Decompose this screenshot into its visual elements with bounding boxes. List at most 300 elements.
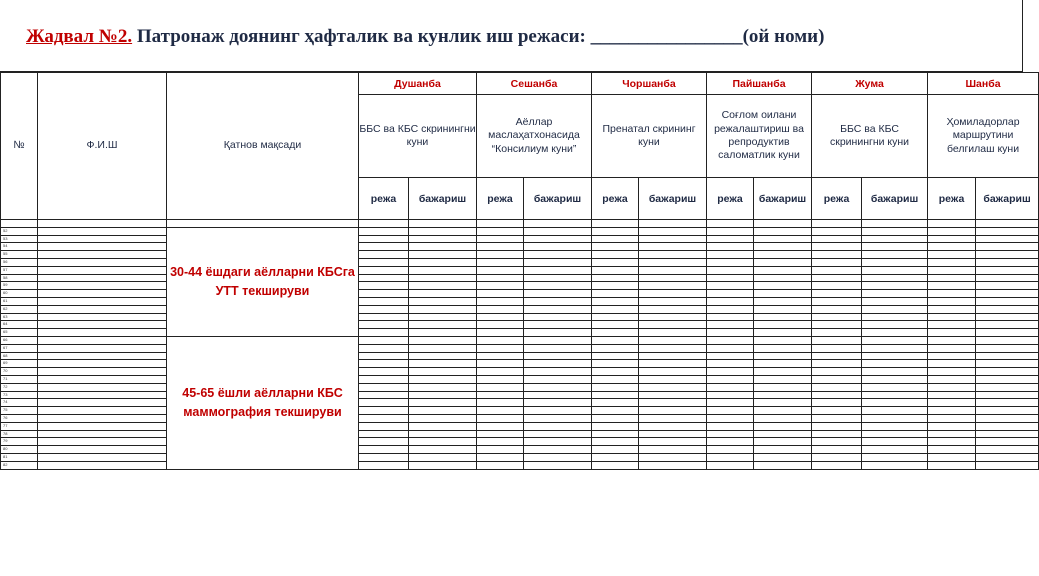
done-cell[interactable]: [862, 290, 928, 298]
plan-cell[interactable]: [592, 446, 639, 454]
done-cell[interactable]: [976, 297, 1039, 305]
plan-cell[interactable]: [592, 438, 639, 446]
done-cell[interactable]: [862, 258, 928, 266]
done-cell[interactable]: [524, 453, 592, 461]
plan-cell[interactable]: [477, 461, 524, 469]
plan-cell[interactable]: [812, 227, 862, 235]
plan-cell[interactable]: [812, 414, 862, 422]
done-cell[interactable]: [639, 375, 707, 383]
plan-cell[interactable]: [928, 251, 976, 259]
done-cell[interactable]: [976, 329, 1039, 337]
plan-cell[interactable]: [928, 399, 976, 407]
done-cell[interactable]: [862, 438, 928, 446]
plan-cell[interactable]: [359, 329, 409, 337]
fio-cell[interactable]: [38, 352, 167, 360]
done-cell[interactable]: [862, 391, 928, 399]
done-cell[interactable]: [862, 297, 928, 305]
plan-cell[interactable]: [477, 297, 524, 305]
fio-cell[interactable]: [38, 438, 167, 446]
plan-cell[interactable]: [928, 461, 976, 469]
done-cell[interactable]: [524, 422, 592, 430]
done-cell[interactable]: [754, 375, 812, 383]
plan-cell[interactable]: [812, 368, 862, 376]
done-cell[interactable]: [754, 430, 812, 438]
done-cell[interactable]: [976, 321, 1039, 329]
fio-cell[interactable]: [38, 321, 167, 329]
plan-cell[interactable]: [477, 422, 524, 430]
done-cell[interactable]: [754, 360, 812, 368]
done-cell[interactable]: [862, 446, 928, 454]
plan-cell[interactable]: [707, 313, 754, 321]
plan-cell[interactable]: [359, 305, 409, 313]
plan-cell[interactable]: [477, 282, 524, 290]
plan-cell[interactable]: [812, 360, 862, 368]
plan-cell[interactable]: [928, 321, 976, 329]
done-cell[interactable]: [754, 344, 812, 352]
done-cell[interactable]: [409, 227, 477, 235]
fio-cell[interactable]: [38, 220, 167, 228]
plan-cell[interactable]: [812, 352, 862, 360]
plan-cell[interactable]: [592, 360, 639, 368]
done-cell[interactable]: [409, 344, 477, 352]
plan-cell[interactable]: [477, 414, 524, 422]
done-cell[interactable]: [409, 243, 477, 251]
done-cell[interactable]: [754, 352, 812, 360]
plan-cell[interactable]: [592, 407, 639, 415]
done-cell[interactable]: [976, 344, 1039, 352]
plan-cell[interactable]: [707, 329, 754, 337]
plan-cell[interactable]: [359, 399, 409, 407]
done-cell[interactable]: [754, 446, 812, 454]
plan-cell[interactable]: [477, 290, 524, 298]
done-cell[interactable]: [639, 422, 707, 430]
plan-cell[interactable]: [592, 258, 639, 266]
done-cell[interactable]: [524, 375, 592, 383]
plan-cell[interactable]: [707, 430, 754, 438]
done-cell[interactable]: [862, 453, 928, 461]
plan-cell[interactable]: [707, 414, 754, 422]
fio-cell[interactable]: [38, 274, 167, 282]
done-cell[interactable]: [639, 235, 707, 243]
done-cell[interactable]: [754, 274, 812, 282]
done-cell[interactable]: [409, 368, 477, 376]
plan-cell[interactable]: [359, 227, 409, 235]
done-cell[interactable]: [754, 290, 812, 298]
plan-cell[interactable]: [928, 352, 976, 360]
done-cell[interactable]: [862, 282, 928, 290]
done-cell[interactable]: [524, 266, 592, 274]
done-cell[interactable]: [524, 220, 592, 228]
done-cell[interactable]: [976, 399, 1039, 407]
done-cell[interactable]: [639, 258, 707, 266]
done-cell[interactable]: [524, 235, 592, 243]
plan-cell[interactable]: [592, 290, 639, 298]
plan-cell[interactable]: [928, 227, 976, 235]
done-cell[interactable]: [976, 290, 1039, 298]
plan-cell[interactable]: [359, 220, 409, 228]
done-cell[interactable]: [524, 407, 592, 415]
done-cell[interactable]: [976, 235, 1039, 243]
plan-cell[interactable]: [359, 407, 409, 415]
plan-cell[interactable]: [928, 383, 976, 391]
done-cell[interactable]: [409, 251, 477, 259]
done-cell[interactable]: [409, 430, 477, 438]
plan-cell[interactable]: [928, 282, 976, 290]
plan-cell[interactable]: [477, 383, 524, 391]
plan-cell[interactable]: [812, 336, 862, 344]
plan-cell[interactable]: [359, 453, 409, 461]
fio-cell[interactable]: [38, 336, 167, 344]
plan-cell[interactable]: [359, 414, 409, 422]
plan-cell[interactable]: [359, 336, 409, 344]
done-cell[interactable]: [976, 274, 1039, 282]
done-cell[interactable]: [639, 305, 707, 313]
plan-cell[interactable]: [928, 446, 976, 454]
done-cell[interactable]: [409, 453, 477, 461]
plan-cell[interactable]: [592, 375, 639, 383]
done-cell[interactable]: [639, 399, 707, 407]
plan-cell[interactable]: [707, 290, 754, 298]
done-cell[interactable]: [639, 282, 707, 290]
done-cell[interactable]: [862, 321, 928, 329]
done-cell[interactable]: [524, 282, 592, 290]
plan-cell[interactable]: [592, 461, 639, 469]
plan-cell[interactable]: [592, 274, 639, 282]
done-cell[interactable]: [862, 251, 928, 259]
purpose-cell[interactable]: [167, 220, 359, 228]
plan-cell[interactable]: [812, 430, 862, 438]
plan-cell[interactable]: [812, 329, 862, 337]
done-cell[interactable]: [862, 274, 928, 282]
plan-cell[interactable]: [928, 407, 976, 415]
done-cell[interactable]: [976, 313, 1039, 321]
done-cell[interactable]: [862, 305, 928, 313]
done-cell[interactable]: [754, 235, 812, 243]
plan-cell[interactable]: [477, 407, 524, 415]
done-cell[interactable]: [409, 407, 477, 415]
plan-cell[interactable]: [707, 407, 754, 415]
done-cell[interactable]: [409, 438, 477, 446]
plan-cell[interactable]: [928, 266, 976, 274]
plan-cell[interactable]: [928, 360, 976, 368]
plan-cell[interactable]: [592, 422, 639, 430]
plan-cell[interactable]: [592, 266, 639, 274]
plan-cell[interactable]: [812, 313, 862, 321]
done-cell[interactable]: [524, 297, 592, 305]
done-cell[interactable]: [409, 329, 477, 337]
done-cell[interactable]: [862, 266, 928, 274]
done-cell[interactable]: [862, 399, 928, 407]
plan-cell[interactable]: [359, 461, 409, 469]
fio-cell[interactable]: [38, 344, 167, 352]
done-cell[interactable]: [524, 305, 592, 313]
done-cell[interactable]: [976, 227, 1039, 235]
plan-cell[interactable]: [477, 313, 524, 321]
done-cell[interactable]: [976, 360, 1039, 368]
done-cell[interactable]: [639, 368, 707, 376]
plan-cell[interactable]: [928, 313, 976, 321]
done-cell[interactable]: [639, 297, 707, 305]
plan-cell[interactable]: [477, 352, 524, 360]
fio-cell[interactable]: [38, 422, 167, 430]
plan-cell[interactable]: [477, 399, 524, 407]
done-cell[interactable]: [754, 407, 812, 415]
done-cell[interactable]: [976, 414, 1039, 422]
done-cell[interactable]: [409, 266, 477, 274]
plan-cell[interactable]: [707, 235, 754, 243]
done-cell[interactable]: [409, 414, 477, 422]
done-cell[interactable]: [639, 220, 707, 228]
plan-cell[interactable]: [477, 360, 524, 368]
plan-cell[interactable]: [707, 360, 754, 368]
plan-cell[interactable]: [592, 282, 639, 290]
done-cell[interactable]: [754, 453, 812, 461]
plan-cell[interactable]: [928, 290, 976, 298]
done-cell[interactable]: [409, 375, 477, 383]
plan-cell[interactable]: [928, 220, 976, 228]
plan-cell[interactable]: [477, 258, 524, 266]
done-cell[interactable]: [754, 438, 812, 446]
done-cell[interactable]: [976, 446, 1039, 454]
done-cell[interactable]: [862, 430, 928, 438]
done-cell[interactable]: [524, 329, 592, 337]
done-cell[interactable]: [524, 344, 592, 352]
done-cell[interactable]: [754, 336, 812, 344]
done-cell[interactable]: [976, 336, 1039, 344]
plan-cell[interactable]: [707, 344, 754, 352]
done-cell[interactable]: [409, 360, 477, 368]
plan-cell[interactable]: [592, 352, 639, 360]
plan-cell[interactable]: [707, 251, 754, 259]
plan-cell[interactable]: [592, 321, 639, 329]
fio-cell[interactable]: [38, 290, 167, 298]
plan-cell[interactable]: [928, 344, 976, 352]
done-cell[interactable]: [639, 414, 707, 422]
fio-cell[interactable]: [38, 297, 167, 305]
plan-cell[interactable]: [359, 383, 409, 391]
fio-cell[interactable]: [38, 258, 167, 266]
plan-cell[interactable]: [707, 368, 754, 376]
done-cell[interactable]: [409, 422, 477, 430]
done-cell[interactable]: [862, 422, 928, 430]
done-cell[interactable]: [409, 290, 477, 298]
fio-cell[interactable]: [38, 446, 167, 454]
fio-cell[interactable]: [38, 227, 167, 235]
plan-cell[interactable]: [707, 274, 754, 282]
done-cell[interactable]: [754, 368, 812, 376]
done-cell[interactable]: [862, 329, 928, 337]
done-cell[interactable]: [524, 227, 592, 235]
plan-cell[interactable]: [477, 438, 524, 446]
done-cell[interactable]: [524, 336, 592, 344]
plan-cell[interactable]: [359, 422, 409, 430]
plan-cell[interactable]: [477, 243, 524, 251]
plan-cell[interactable]: [812, 344, 862, 352]
done-cell[interactable]: [639, 438, 707, 446]
plan-cell[interactable]: [928, 391, 976, 399]
fio-cell[interactable]: [38, 399, 167, 407]
done-cell[interactable]: [976, 407, 1039, 415]
plan-cell[interactable]: [359, 297, 409, 305]
plan-cell[interactable]: [812, 399, 862, 407]
plan-cell[interactable]: [477, 336, 524, 344]
done-cell[interactable]: [639, 321, 707, 329]
done-cell[interactable]: [754, 414, 812, 422]
plan-cell[interactable]: [477, 321, 524, 329]
done-cell[interactable]: [639, 251, 707, 259]
done-cell[interactable]: [639, 391, 707, 399]
fio-cell[interactable]: [38, 407, 167, 415]
done-cell[interactable]: [409, 220, 477, 228]
done-cell[interactable]: [409, 297, 477, 305]
plan-cell[interactable]: [928, 274, 976, 282]
plan-cell[interactable]: [928, 297, 976, 305]
plan-cell[interactable]: [707, 243, 754, 251]
done-cell[interactable]: [754, 282, 812, 290]
done-cell[interactable]: [639, 243, 707, 251]
done-cell[interactable]: [862, 344, 928, 352]
plan-cell[interactable]: [477, 305, 524, 313]
done-cell[interactable]: [639, 344, 707, 352]
plan-cell[interactable]: [707, 453, 754, 461]
fio-cell[interactable]: [38, 282, 167, 290]
done-cell[interactable]: [639, 407, 707, 415]
plan-cell[interactable]: [592, 430, 639, 438]
plan-cell[interactable]: [359, 235, 409, 243]
plan-cell[interactable]: [812, 321, 862, 329]
done-cell[interactable]: [976, 251, 1039, 259]
done-cell[interactable]: [976, 243, 1039, 251]
done-cell[interactable]: [409, 461, 477, 469]
done-cell[interactable]: [754, 422, 812, 430]
plan-cell[interactable]: [812, 375, 862, 383]
done-cell[interactable]: [754, 258, 812, 266]
plan-cell[interactable]: [812, 422, 862, 430]
done-cell[interactable]: [524, 383, 592, 391]
done-cell[interactable]: [754, 251, 812, 259]
plan-cell[interactable]: [477, 391, 524, 399]
done-cell[interactable]: [524, 251, 592, 259]
plan-cell[interactable]: [928, 430, 976, 438]
fio-cell[interactable]: [38, 375, 167, 383]
plan-cell[interactable]: [707, 282, 754, 290]
done-cell[interactable]: [524, 399, 592, 407]
done-cell[interactable]: [524, 243, 592, 251]
plan-cell[interactable]: [359, 344, 409, 352]
done-cell[interactable]: [524, 368, 592, 376]
done-cell[interactable]: [862, 227, 928, 235]
done-cell[interactable]: [976, 430, 1039, 438]
plan-cell[interactable]: [359, 290, 409, 298]
plan-cell[interactable]: [928, 235, 976, 243]
plan-cell[interactable]: [592, 313, 639, 321]
fio-cell[interactable]: [38, 305, 167, 313]
done-cell[interactable]: [409, 305, 477, 313]
plan-cell[interactable]: [812, 453, 862, 461]
done-cell[interactable]: [862, 461, 928, 469]
done-cell[interactable]: [524, 430, 592, 438]
plan-cell[interactable]: [707, 297, 754, 305]
plan-cell[interactable]: [812, 258, 862, 266]
plan-cell[interactable]: [707, 258, 754, 266]
fio-cell[interactable]: [38, 430, 167, 438]
done-cell[interactable]: [639, 461, 707, 469]
done-cell[interactable]: [409, 274, 477, 282]
plan-cell[interactable]: [477, 368, 524, 376]
done-cell[interactable]: [639, 313, 707, 321]
done-cell[interactable]: [976, 368, 1039, 376]
plan-cell[interactable]: [477, 220, 524, 228]
plan-cell[interactable]: [928, 422, 976, 430]
done-cell[interactable]: [976, 220, 1039, 228]
done-cell[interactable]: [639, 290, 707, 298]
done-cell[interactable]: [862, 220, 928, 228]
plan-cell[interactable]: [812, 243, 862, 251]
plan-cell[interactable]: [707, 336, 754, 344]
plan-cell[interactable]: [359, 446, 409, 454]
done-cell[interactable]: [862, 383, 928, 391]
done-cell[interactable]: [862, 407, 928, 415]
plan-cell[interactable]: [707, 461, 754, 469]
plan-cell[interactable]: [477, 227, 524, 235]
plan-cell[interactable]: [707, 266, 754, 274]
plan-cell[interactable]: [359, 274, 409, 282]
fio-cell[interactable]: [38, 383, 167, 391]
done-cell[interactable]: [524, 258, 592, 266]
done-cell[interactable]: [976, 266, 1039, 274]
plan-cell[interactable]: [928, 258, 976, 266]
plan-cell[interactable]: [359, 391, 409, 399]
plan-cell[interactable]: [477, 329, 524, 337]
done-cell[interactable]: [976, 461, 1039, 469]
done-cell[interactable]: [754, 329, 812, 337]
done-cell[interactable]: [754, 297, 812, 305]
plan-cell[interactable]: [812, 290, 862, 298]
done-cell[interactable]: [639, 274, 707, 282]
done-cell[interactable]: [862, 235, 928, 243]
done-cell[interactable]: [754, 461, 812, 469]
plan-cell[interactable]: [812, 220, 862, 228]
plan-cell[interactable]: [592, 297, 639, 305]
plan-cell[interactable]: [592, 220, 639, 228]
done-cell[interactable]: [754, 243, 812, 251]
plan-cell[interactable]: [477, 446, 524, 454]
plan-cell[interactable]: [592, 368, 639, 376]
plan-cell[interactable]: [812, 461, 862, 469]
done-cell[interactable]: [976, 391, 1039, 399]
done-cell[interactable]: [862, 243, 928, 251]
plan-cell[interactable]: [928, 453, 976, 461]
fio-cell[interactable]: [38, 313, 167, 321]
plan-cell[interactable]: [592, 227, 639, 235]
fio-cell[interactable]: [38, 368, 167, 376]
plan-cell[interactable]: [359, 321, 409, 329]
plan-cell[interactable]: [592, 305, 639, 313]
plan-cell[interactable]: [812, 383, 862, 391]
done-cell[interactable]: [409, 391, 477, 399]
plan-cell[interactable]: [928, 368, 976, 376]
plan-cell[interactable]: [359, 375, 409, 383]
plan-cell[interactable]: [592, 251, 639, 259]
done-cell[interactable]: [976, 438, 1039, 446]
done-cell[interactable]: [862, 313, 928, 321]
plan-cell[interactable]: [592, 344, 639, 352]
done-cell[interactable]: [862, 352, 928, 360]
done-cell[interactable]: [409, 313, 477, 321]
done-cell[interactable]: [976, 383, 1039, 391]
done-cell[interactable]: [639, 446, 707, 454]
plan-cell[interactable]: [592, 453, 639, 461]
